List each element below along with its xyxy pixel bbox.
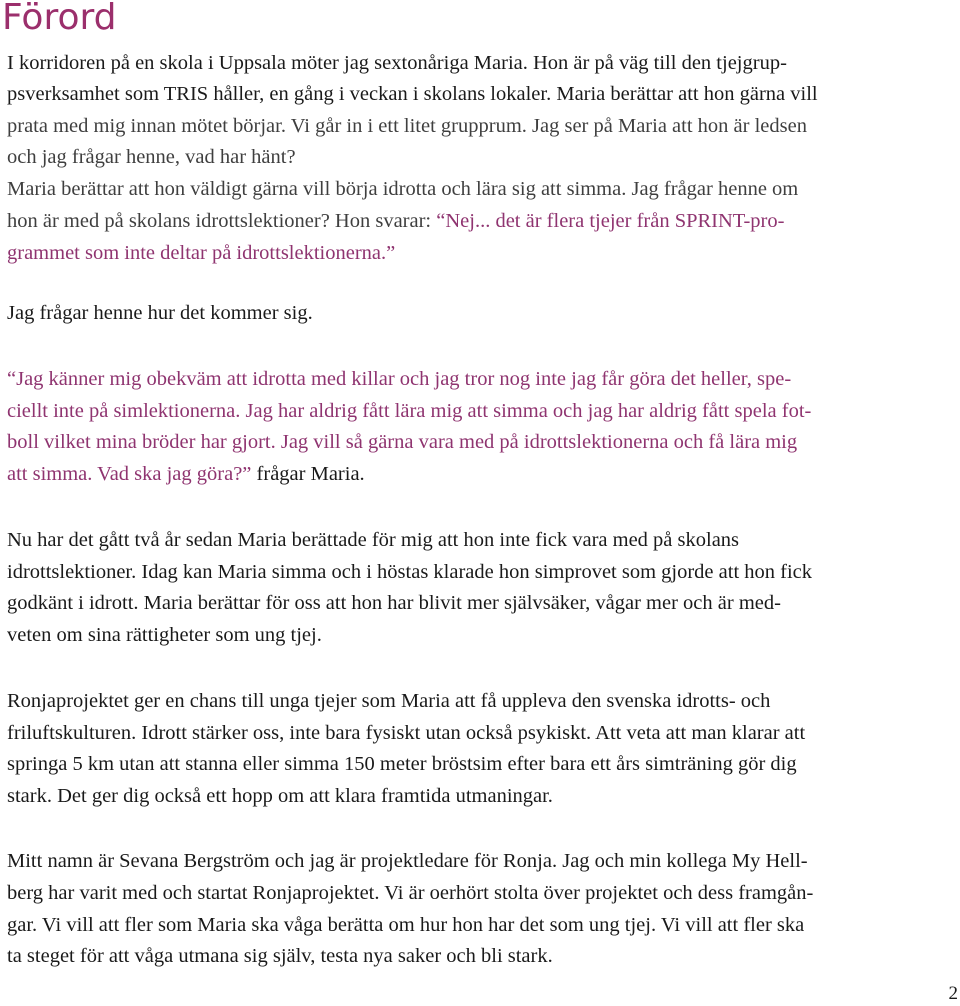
text-line	[7, 459, 365, 489]
text-line	[7, 238, 395, 268]
quote-text: grammet som inte deltar på idrottslektionerna.”	[7, 242, 396, 264]
quote-text: “Jag känner mig obekväm att idrotta med killar och jag tror nog inte jag får göra det heller, spe-	[7, 368, 792, 390]
body-text-segment: psverksamhet som TRIS håller, en gång i veckan i skolans lokaler. Maria berättar att hon gärna vill	[7, 83, 818, 105]
body-text-segment: I korridoren på en skola i Uppsala möter jag sextonåriga Maria. Hon är på väg till den tjejgrup-	[7, 52, 787, 74]
body-text-segment: Nu har det gått två år sedan Maria berättade för mig att hon inte fick vara med på skolans	[7, 529, 740, 551]
text-line	[7, 749, 797, 779]
text-line	[7, 781, 553, 811]
body-text-segment: prata med mig innan mötet börjar. Vi går in i ett litet grupprum. Jag ser på Maria att hon är ledsen	[7, 115, 807, 137]
text-line	[7, 588, 781, 618]
body-text-segment: Jag frågar henne hur det kommer sig.	[7, 302, 313, 324]
text-line	[7, 718, 805, 748]
body-text-segment: hon är med på skolans idrottslektioner? Hon svarar:	[7, 210, 437, 232]
text-line	[7, 525, 739, 555]
text-line	[7, 298, 313, 328]
page-title: Förord	[2, 0, 117, 38]
body-text-segment: och jag frågar henne, vad har hänt?	[7, 146, 296, 168]
body-text-segment: godkänt i idrott. Maria berättar för oss att hon har blivit mer självsäker, vågar mer och är med-	[7, 592, 781, 614]
text-line	[7, 941, 553, 971]
text-line	[7, 686, 770, 716]
quote-text: att simma. Vad ska jag göra?”	[7, 463, 252, 485]
body-text-segment: berg har varit med och startat Ronjaprojektet. Vi är oerhört stolta över projektet och dess framgån-	[7, 882, 814, 904]
body-text-segment: gar. Vi vill att fler som Maria ska våga berätta om hur hon har det som ung tjej. Vi vill att fler ska	[7, 914, 805, 936]
quote-text: “Nej... det är flera tjejer från SPRINT-pro-	[436, 210, 785, 232]
body-text-segment: idrottslektioner. Idag kan Maria simma och i höstas klarade hon simprovet som gjorde att hon fick	[7, 561, 813, 583]
body-text-segment: veten om sina rättigheter som ung tjej.	[7, 624, 322, 646]
body-text-segment: stark. Det ger dig också ett hopp om att klara framtida utmaningar.	[7, 785, 553, 807]
quote-text: ciellt inte på simlektionerna. Jag har aldrig fått lära mig att simma och jag har aldrig fått spela fot-	[7, 400, 812, 422]
text-line	[7, 910, 804, 940]
text-line	[7, 620, 322, 650]
text-line	[7, 174, 798, 204]
text-line	[7, 206, 784, 236]
body-text-segment: ta steget för att våga utmana sig själv, testa nya saker och bli stark.	[7, 945, 553, 967]
text-line	[7, 48, 787, 78]
text-line	[7, 142, 296, 172]
page-number: 2	[948, 983, 958, 1004]
text-line	[7, 557, 812, 587]
body-text-segment: frågar Maria.	[251, 463, 365, 485]
body-text-segment: springa 5 km utan att stanna eller simma 150 meter bröstsim efter bara ett års simträning gör dig	[7, 753, 797, 775]
body-text-segment: Mitt namn är Sevana Bergström och jag är projektledare för Ronja. Jag och min kollega My Hell-	[7, 850, 808, 872]
text-line	[7, 111, 807, 141]
body-text-segment: Maria berättar att hon väldigt gärna vill börja idrotta och lära sig att simma. Jag frågar henne om	[7, 178, 799, 200]
body-text-segment: Ronjaprojektet ger en chans till unga tjejer som Maria att få uppleva den svenska idrotts- och	[7, 690, 771, 712]
text-line	[7, 846, 808, 876]
text-line	[7, 364, 791, 394]
text-line	[7, 878, 813, 908]
text-line	[7, 79, 818, 109]
quote-text: boll vilket mina bröder har gjort. Jag vill så gärna vara med på idrottslektionerna och få lära mig	[7, 431, 798, 453]
body-text-segment: friluftskulturen. Idrott stärker oss, inte bara fysiskt utan också psykiskt. Att veta att man klarar att	[7, 722, 806, 744]
text-line	[7, 427, 797, 457]
text-line	[7, 396, 811, 426]
